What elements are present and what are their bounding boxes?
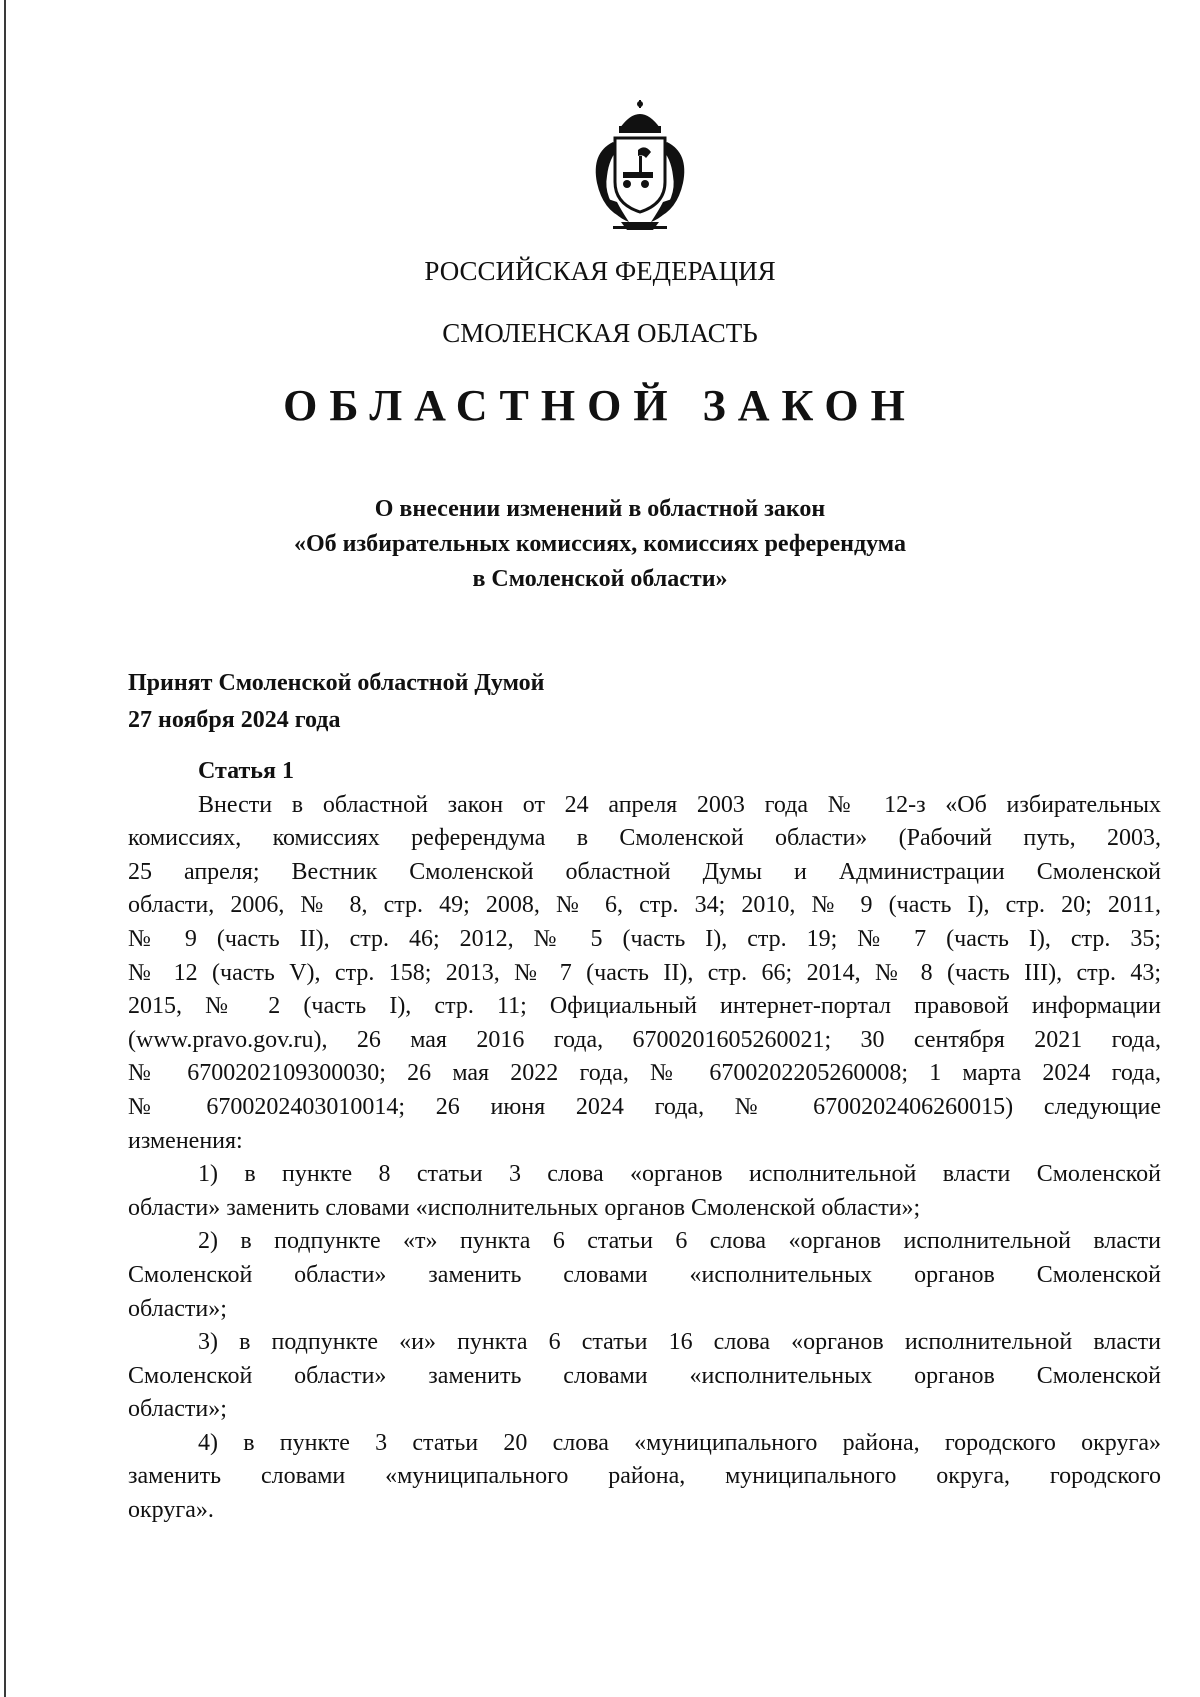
- amendment-item-2-cont: Смоленской области» заменить словами «исполнительных органов Смоленской: [128, 1261, 1161, 1288]
- adoption-date: 27 ноября 2024 года: [128, 707, 341, 733]
- article-text-line: 2015, № 2 (часть I), стр. 11; Официальный интернет-портал правовой информации: [128, 993, 1161, 1020]
- amendment-item-3-end: области»;: [128, 1396, 227, 1423]
- amendment-item-4: 4) в пункте 3 статьи 20 слова «муниципального района, городского округа»: [198, 1429, 1161, 1456]
- scan-edge: [4, 0, 6, 1697]
- amendment-item-1: 1) в пункте 8 статьи 3 слова «органов исполнительной власти Смоленской: [198, 1161, 1161, 1188]
- adoption-note: [128, 665, 544, 739]
- article-text-line: (www.pravo.gov.ru), 26 мая 2016 года, 6700201605260021; 30 сентября 2021 года,: [128, 1026, 1161, 1053]
- law-title-line: «Об избирательных комиссиях, комиссиях референдума: [294, 531, 906, 557]
- article-heading: Статья 1: [198, 758, 294, 784]
- region-heading: СМОЛЕНСКАЯ ОБЛАСТЬ: [442, 318, 758, 348]
- article-text-line: № 12 (часть V), стр. 158; 2013, № 7 (часть II), стр. 66; 2014, № 8 (часть III), стр. 43;: [128, 959, 1161, 986]
- article-text-line: области, 2006, № 8, стр. 49; 2008, № 6, стр. 34; 2010, № 9 (часть I), стр. 20; 2011,: [128, 892, 1161, 919]
- article-text-line: комиссиях, комиссиях референдума в Смоленской области» (Рабочий путь, 2003,: [128, 825, 1161, 852]
- law-title-line: О внесении изменений в областной закон: [374, 496, 826, 522]
- amendment-item-2-end: области»;: [128, 1295, 227, 1322]
- amendment-item-3-cont: Смоленской области» заменить словами «исполнительных органов Смоленской: [128, 1362, 1161, 1389]
- article-text-line: изменения:: [128, 1127, 243, 1154]
- article-text-line: Внести в областной закон от 24 апреля 2003 года № 12-з «Об избирательных: [198, 791, 1161, 818]
- amendment-item-4-cont: заменить словами «муниципального района, муниципального округа, городского: [128, 1463, 1161, 1490]
- amendment-item-3: 3) в подпункте «и» пункта 6 статьи 16 слова «органов исполнительной власти: [198, 1329, 1161, 1356]
- amendment-item-1-cont: области» заменить словами «исполнительных органов Смоленской области»;: [128, 1194, 921, 1221]
- article-text-line: 25 апреля; Вестник Смоленской областной Думы и Администрации Смоленской: [128, 858, 1161, 885]
- document-kind-heading: ОБЛАСТНОЙ ЗАКОН: [283, 381, 917, 430]
- law-title: [0, 492, 1200, 597]
- coat-of-arms-icon: [583, 98, 697, 234]
- article-text-line: № 6700202109300030; 26 мая 2022 года, № 6700202205260008; 1 марта 2024 года,: [128, 1060, 1161, 1087]
- adoption-line: Принят Смоленской областной Думой: [128, 670, 545, 696]
- amendment-item-2: 2) в подпункте «т» пункта 6 статьи 6 слова «органов исполнительной власти: [198, 1228, 1161, 1255]
- amendment-item-4-end: округа».: [128, 1497, 214, 1524]
- article-text-line: № 6700202403010014; 26 июня 2024 года, № 6700202406260015) следующие: [128, 1093, 1161, 1120]
- article-text-line: № 9 (часть II), стр. 46; 2012, № 5 (часть I), стр. 19; № 7 (часть I), стр. 35;: [128, 925, 1161, 952]
- article-body: [128, 755, 1161, 1528]
- country-heading: РОССИЙСКАЯ ФЕДЕРАЦИЯ: [424, 256, 776, 286]
- law-title-line: в Смоленской области»: [472, 566, 728, 592]
